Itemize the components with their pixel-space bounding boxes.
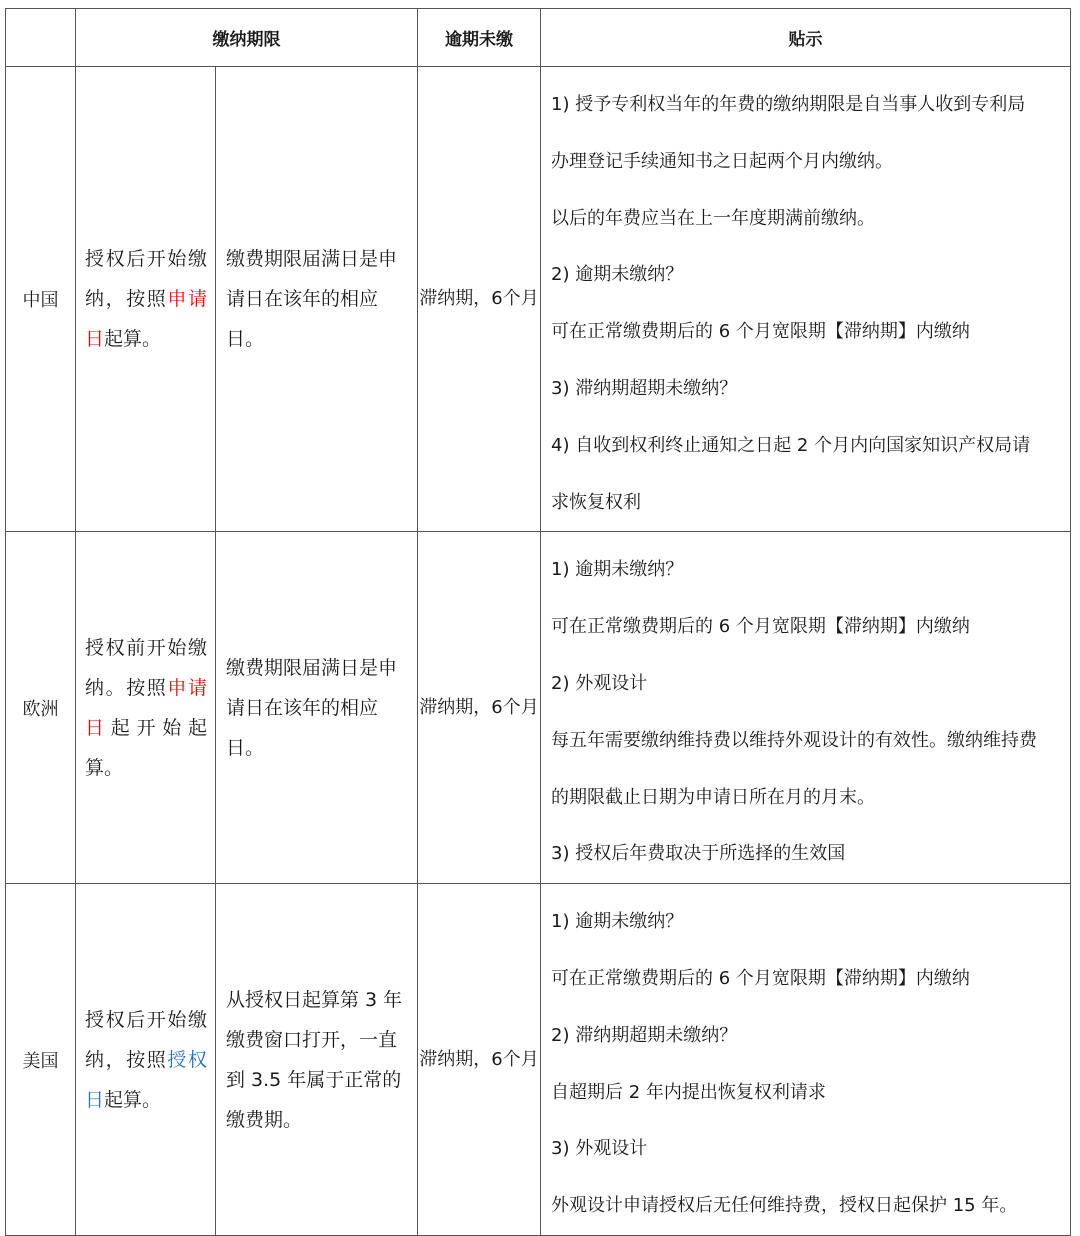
start-highlight: 申请日 — [85, 676, 207, 739]
row-usa — [6, 884, 1071, 1236]
row-europe — [6, 532, 1071, 884]
tip-line: 4) 自收到权利终止通知之日起 2 个月内向国家知识产权局请 — [551, 434, 1031, 456]
tip-line: 以后的年费应当在上一年度期满前缴纳。 — [551, 207, 875, 229]
header-tips: 贴示 — [541, 9, 1071, 67]
region-cell: 中国 — [6, 67, 76, 532]
row-china — [6, 67, 1071, 532]
start-cell — [76, 532, 216, 884]
deadline-cell: 从授权日起算第 3 年缴费窗口打开，一直到 3.5 年属于正常的缴费期。 — [216, 884, 418, 1236]
tip-line: 3) 授权后年费取决于所选择的生效国 — [551, 843, 846, 865]
start-text: 授权后开始缴纳，按照 — [85, 248, 207, 311]
tip-line: 办理登记手续通知书之日起两个月内缴纳。 — [551, 150, 893, 172]
tip-line: 2) 外观设计 — [551, 672, 648, 694]
start-text: 授权前开始缴纳。按照 — [85, 636, 207, 699]
overdue-cell: 滞纳期，6个月 — [418, 532, 541, 884]
tips-cell — [541, 67, 1071, 532]
header-row — [6, 9, 1071, 67]
tip-line: 可在正常缴费期后的 6 个月宽限期【滞纳期】内缴纳 — [551, 616, 970, 638]
tip-line: 3) 滞纳期超期未缴纳？ — [551, 377, 738, 399]
deadline-cell: 缴费期限届满日是申请日在该年的相应日。 — [216, 532, 418, 884]
region-cell: 美国 — [6, 884, 76, 1236]
tip-line: 求恢复权利 — [551, 491, 641, 513]
header-blank-cell — [6, 9, 76, 67]
region-cell: 欧洲 — [6, 532, 76, 884]
tip-line: 1) 逾期未缴纳？ — [551, 559, 684, 581]
tip-line: 的期限截止日期为申请日所在月的月末。 — [551, 786, 875, 808]
tip-line: 2) 逾期未缴纳？ — [551, 264, 684, 286]
tip-line: 1) 逾期未缴纳？ — [551, 911, 684, 933]
overdue-cell: 滞纳期，6个月 — [418, 67, 541, 532]
tip-line: 1) 授予专利权当年的年费的缴纳期限是自当事人收到专利局 — [551, 94, 1026, 115]
tips-cell — [541, 532, 1071, 884]
header-overdue: 逾期未缴 — [418, 9, 541, 67]
start-cell — [76, 884, 216, 1236]
tip-line: 可在正常缴费期后的 6 个月宽限期【滞纳期】内缴纳 — [551, 967, 970, 989]
header-payment-period: 缴纳期限 — [76, 9, 418, 67]
deadline-cell: 缴费期限届满日是申请日在该年的相应日。 — [216, 67, 418, 532]
start-text-end: 起算。 — [104, 328, 162, 351]
tips-cell — [541, 884, 1071, 1236]
start-text-end: 起开始起算。 — [85, 716, 207, 779]
annual-fee-table — [5, 8, 1071, 1236]
overdue-cell: 滞纳期，6个月 — [418, 884, 541, 1236]
tip-line: 3) 外观设计 — [551, 1138, 648, 1160]
start-highlight: 申请日 — [85, 288, 207, 351]
tip-line: 每五年需要缴纳维持费以维持外观设计的有效性。缴纳维持费 — [551, 729, 1037, 751]
tip-line: 2) 滞纳期超期未缴纳？ — [551, 1024, 738, 1046]
start-text: 授权后开始缴纳，按照 — [85, 1008, 207, 1071]
start-highlight: 授权日 — [85, 1048, 207, 1111]
tip-line: 可在正常缴费期后的 6 个月宽限期【滞纳期】内缴纳 — [551, 321, 970, 343]
tip-line: 外观设计申请授权后无任何维持费，授权日起保护 15 年。 — [551, 1195, 1018, 1217]
start-cell — [76, 67, 216, 532]
start-text-end: 起算。 — [104, 1088, 162, 1111]
tip-line: 自超期后 2 年内提出恢复权利请求 — [551, 1081, 826, 1103]
